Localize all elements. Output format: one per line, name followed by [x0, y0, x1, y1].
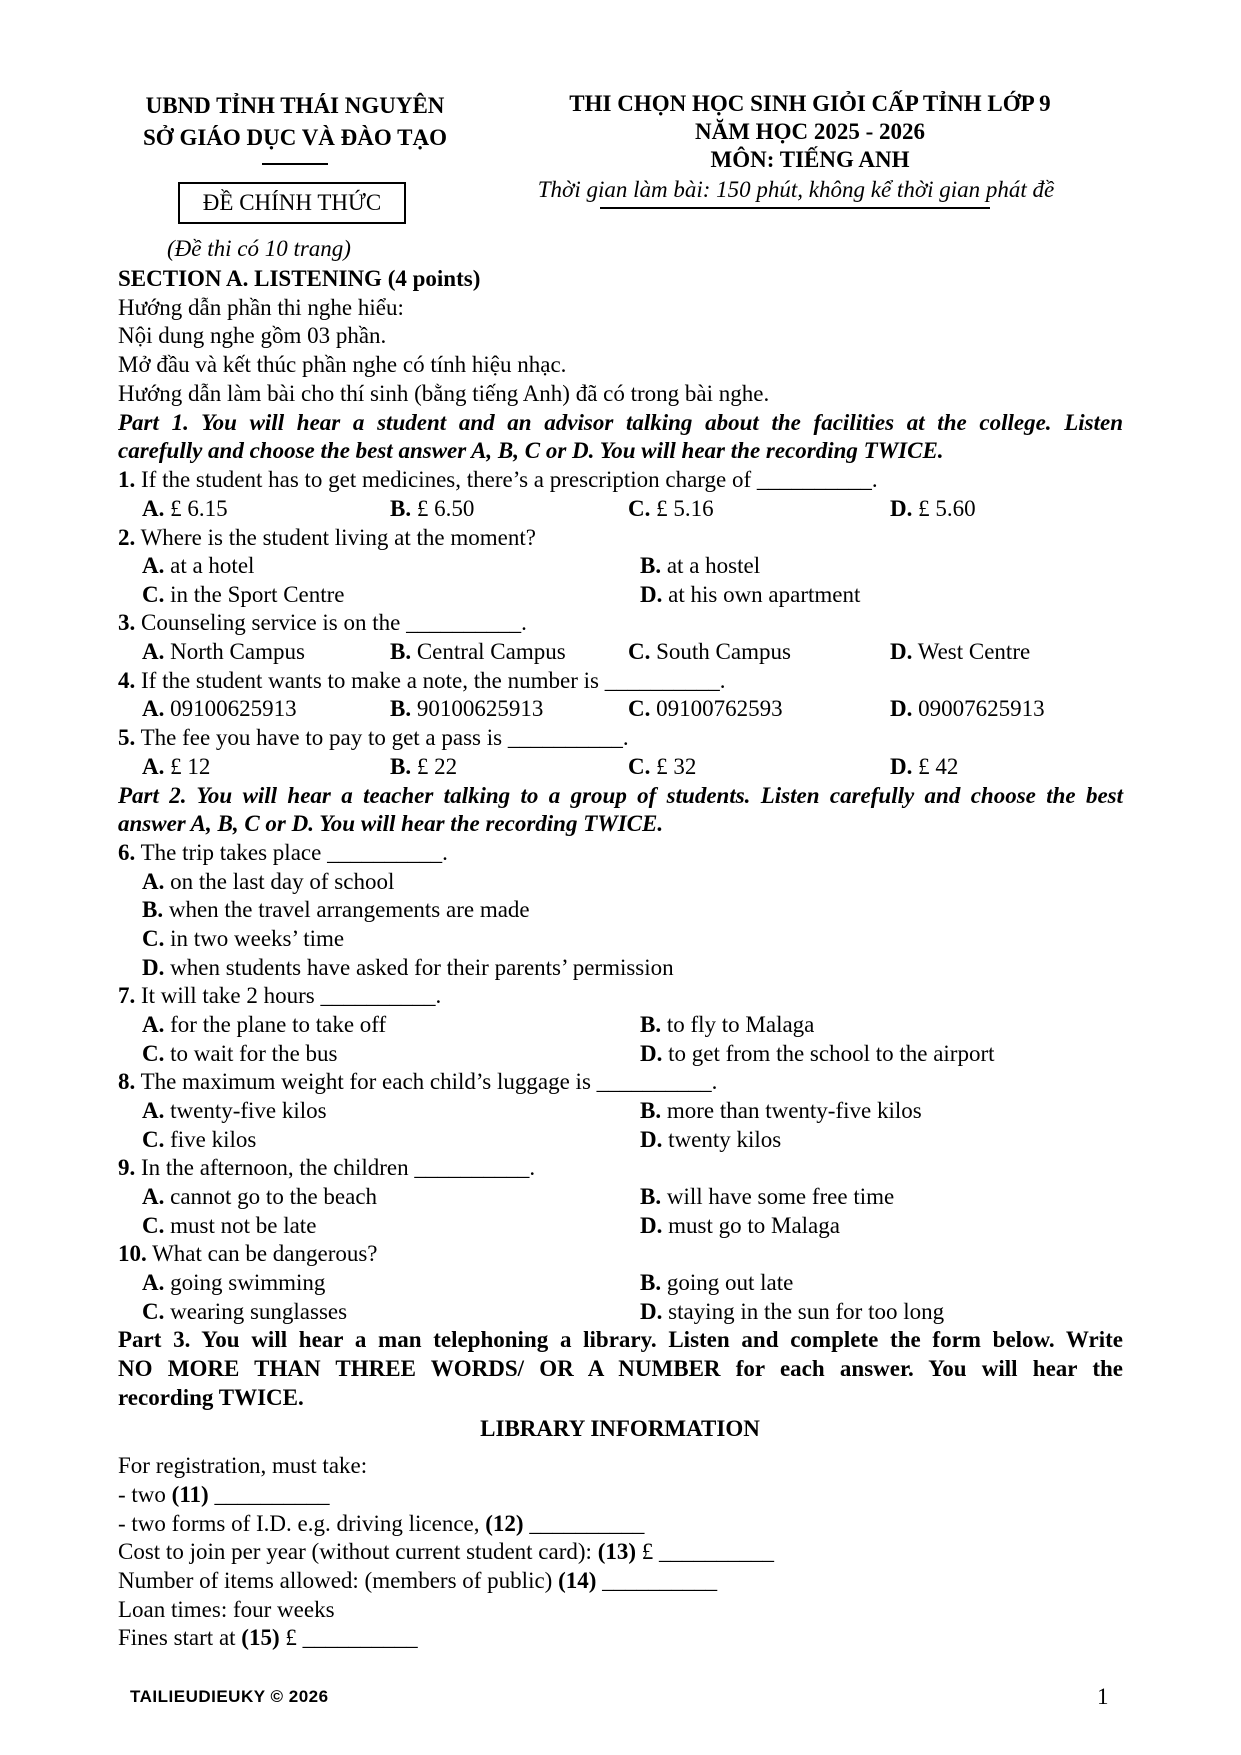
option-5b: B. £ 22: [390, 754, 458, 779]
option-6b: B. when the travel arrangements are made: [142, 897, 530, 922]
option-7c: C. to wait for the bus: [142, 1041, 338, 1066]
question-10: 10. What can be dangerous?: [118, 1241, 378, 1266]
option-4d: D. 09007625913: [890, 696, 1045, 721]
instruction-line: Hướng dẫn làm bài cho thí sinh (bằng tiếng Anh) đã có trong bài nghe.: [118, 381, 770, 406]
exam-title: THI CHỌN HỌC SINH GIỎI CẤP TỈNH LỚP 9: [569, 91, 1051, 116]
header-right-underline: [600, 207, 990, 209]
part2-intro: Part 2. You will hear a teacher talking to a group of students. Listen carefully and choose the best: [118, 783, 1123, 808]
option-7a: A. for the plane to take off: [142, 1012, 387, 1037]
form-registration-label: For registration, must take:: [118, 1453, 368, 1478]
option-5d: D. £ 42: [890, 754, 959, 779]
part2-intro: answer A, B, C or D. You will hear the recording TWICE.: [118, 811, 664, 836]
question-4: 4. If the student wants to make a note, the number is __________.: [118, 668, 726, 693]
option-1b: B. £ 6.50: [390, 496, 475, 521]
option-4a: A. 09100625913: [142, 696, 297, 721]
form-title: LIBRARY INFORMATION: [480, 1416, 760, 1441]
part1-intro: carefully and choose the best answer A, B, C or D. You will hear the recording TWICE.: [118, 438, 944, 463]
question-5: 5. The fee you have to pay to get a pass is __________.: [118, 725, 629, 750]
option-5c: C. £ 32: [628, 754, 697, 779]
official-badge: [178, 182, 406, 224]
school-year: NĂM HỌC 2025 - 2026: [695, 119, 925, 144]
option-7d: D. to get from the school to the airport: [640, 1041, 995, 1066]
option-8d: D. twenty kilos: [640, 1127, 782, 1152]
option-4b: B. 90100625913: [390, 696, 544, 721]
option-10c: C. wearing sunglasses: [142, 1299, 348, 1324]
instruction-line: Mở đầu và kết thúc phần nghe có tính hiệu nhạc.: [118, 352, 567, 377]
option-6a: A. on the last day of school: [142, 869, 395, 894]
option-2c: C. in the Sport Centre: [142, 582, 345, 607]
option-8b: B. more than twenty-five kilos: [640, 1098, 922, 1123]
option-9c: C. must not be late: [142, 1213, 317, 1238]
page-number: 1: [1097, 1684, 1109, 1709]
option-8c: C. five kilos: [142, 1127, 257, 1152]
option-1d: D. £ 5.60: [890, 496, 976, 521]
question-6: 6. The trip takes place __________.: [118, 840, 448, 865]
question-9: 9. In the afternoon, the children __________.: [118, 1155, 536, 1180]
question-1: 1. If the student has to get medicines, there’s a prescription charge of __________.: [118, 467, 878, 492]
header-left: [110, 90, 480, 154]
option-1a: A. £ 6.15: [142, 496, 228, 521]
option-3a: A. North Campus: [142, 639, 305, 664]
header-right: [500, 90, 1120, 174]
option-9d: D. must go to Malaga: [640, 1213, 840, 1238]
form-item-15: Fines start at (15) £ __________: [118, 1625, 418, 1650]
option-7b: B. to fly to Malaga: [640, 1012, 815, 1037]
option-9a: A. cannot go to the beach: [142, 1184, 378, 1209]
instruction-line: Hướng dẫn phần thi nghe hiểu:: [118, 295, 404, 320]
question-3: 3. Counseling service is on the __________.: [118, 610, 527, 635]
official-label: ĐỀ CHÍNH THỨC: [202, 190, 382, 215]
option-6d: D. when students have asked for their parents’ permission: [142, 955, 674, 980]
option-1c: C. £ 5.16: [628, 496, 714, 521]
subject: MÔN: TIẾNG ANH: [710, 147, 910, 172]
pages-note: (Đề thi có 10 trang): [167, 236, 351, 261]
part1-intro: Part 1. You will hear a student and an advisor talking about the facilities at the college. Listen: [118, 410, 1123, 435]
part3-intro: Part 3. You will hear a man telephoning a library. Listen and complete the form below. Write: [118, 1327, 1123, 1352]
question-7: 7. It will take 2 hours __________.: [118, 983, 442, 1008]
header-left-underline: [262, 163, 328, 165]
time-note: Thời gian làm bài: 150 phút, không kể thời gian phát đề: [537, 177, 1055, 202]
form-item-13: Cost to join per year (without current student card): (13) £ __________: [118, 1539, 775, 1564]
department-name: SỞ GIÁO DỤC VÀ ĐÀO TẠO: [143, 125, 447, 150]
form-item-11: - two (11) __________: [118, 1482, 330, 1507]
option-2a: A. at a hotel: [142, 553, 255, 578]
option-4c: C. 09100762593: [628, 696, 783, 721]
form-loan-times: Loan times: four weeks: [118, 1597, 335, 1622]
question-2: 2. Where is the student living at the moment?: [118, 525, 536, 550]
option-9b: B. will have some free time: [640, 1184, 895, 1209]
form-item-14: Number of items allowed: (members of public) (14) __________: [118, 1568, 718, 1593]
option-3c: C. South Campus: [628, 639, 791, 664]
option-2b: B. at a hostel: [640, 553, 761, 578]
part3-intro: recording TWICE.: [118, 1385, 304, 1410]
option-10a: A. going swimming: [142, 1270, 326, 1295]
option-10d: D. staying in the sun for too long: [640, 1299, 945, 1324]
option-5a: A. £ 12: [142, 754, 211, 779]
option-3d: D. West Centre: [890, 639, 1031, 664]
instruction-line: Nội dung nghe gồm 03 phần.: [118, 323, 387, 348]
option-8a: A. twenty-five kilos: [142, 1098, 327, 1123]
question-8: 8. The maximum weight for each child’s luggage is __________.: [118, 1069, 718, 1094]
footer-brand: TAILIEUDIEUKY © 2026: [130, 1687, 329, 1706]
option-3b: B. Central Campus: [390, 639, 566, 664]
authority-name: UBND TỈNH THÁI NGUYÊN: [145, 93, 445, 118]
option-10b: B. going out late: [640, 1270, 794, 1295]
option-6c: C. in two weeks’ time: [142, 926, 345, 951]
part3-intro: NO MORE THAN THREE WORDS/ OR A NUMBER for each answer. You will hear the: [118, 1356, 1123, 1381]
option-2d: D. at his own apartment: [640, 582, 861, 607]
form-item-12: - two forms of I.D. e.g. driving licence, (12) __________: [118, 1511, 645, 1536]
section-a-title: SECTION A. LISTENING (4 points): [118, 266, 481, 291]
